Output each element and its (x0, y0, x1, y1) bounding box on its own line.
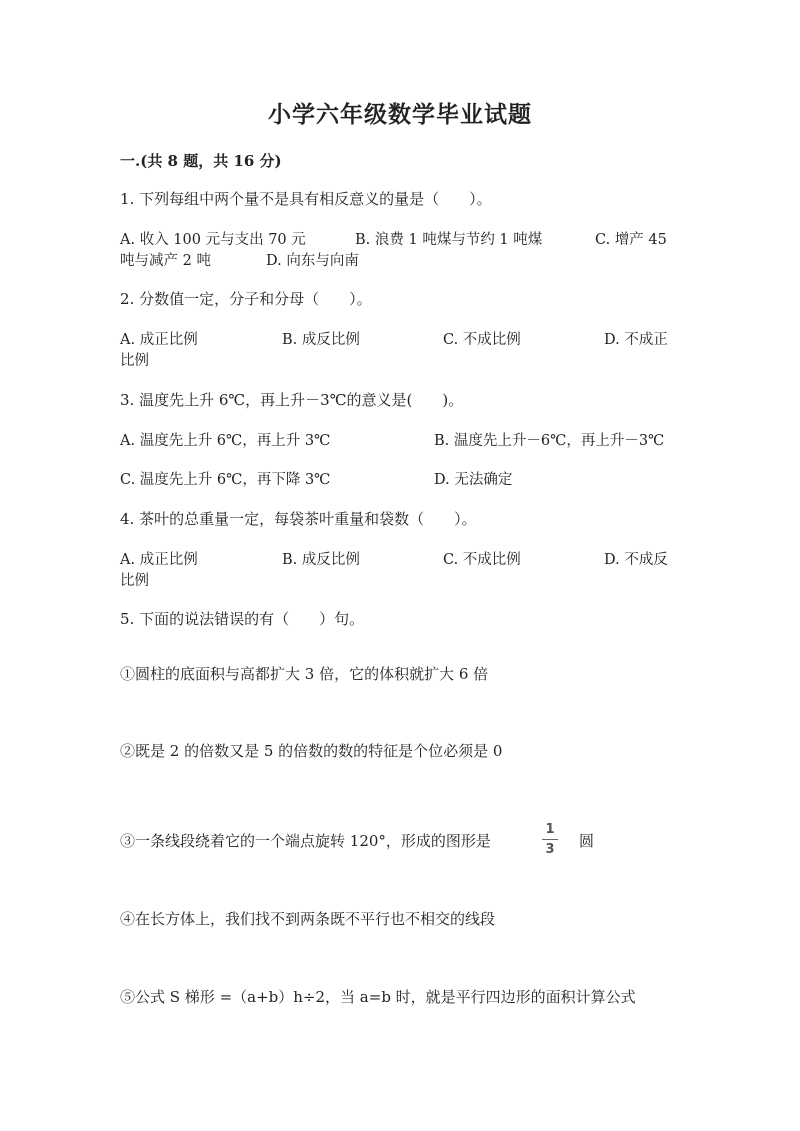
question-1-option-c-cont: 吨与减产 2 吨 (120, 253, 211, 269)
question-5-statement-3-suffix: 圆 (579, 832, 595, 850)
question-2-stem: 2. 分数值一定，分子和分母（ ）。 (120, 290, 372, 308)
question-4-option-d-cont: 比例 (120, 573, 149, 589)
question-1-option-d: D. 向东与向南 (266, 253, 359, 269)
question-2-option-d-cont: 比例 (120, 353, 149, 369)
question-5-statement-5: ⑤公式 S 梯形 =（a+b）h÷2，当 a=b 时，就是平行四边形的面积计算公式 (120, 988, 636, 1006)
question-3-stem: 3. 温度先上升 6℃，再上升－3℃的意义是( )。 (120, 391, 464, 409)
question-1-option-a: A. 收入 100 元与支出 70 元 (120, 232, 306, 248)
question-5-statement-1: ①圆柱的底面积与高都扩大 3 倍，它的体积就扩大 6 倍 (120, 665, 489, 683)
question-4-option-c: C. 不成比例 (443, 552, 521, 568)
question-1-option-c: C. 增产 45 (595, 232, 667, 248)
question-3-option-c: C. 温度先上升 6℃，再下降 3℃ (120, 472, 331, 488)
page-title: 小学六年级数学毕业试题 (268, 101, 532, 128)
question-1-stem: 1. 下列每组中两个量不是具有相反意义的量是（ ）。 (120, 190, 492, 208)
question-3-option-d: D. 无法确定 (434, 472, 513, 488)
question-4-option-d: D. 不成反 (604, 552, 668, 568)
question-5-statement-4: ④在长方体上，我们找不到两条既不平行也不相交的线段 (120, 910, 496, 928)
fraction-one-third (541, 822, 559, 857)
question-5-statement-3: ③一条线段绕着它的一个端点旋转 120°，形成的图形是 (120, 832, 491, 850)
question-5-statement-2: ②既是 2 的倍数又是 5 的倍数的数的特征是个位必须是 0 (120, 742, 503, 760)
question-2-option-c: C. 不成比例 (443, 332, 521, 348)
question-2-option-a: A. 成正比例 (120, 332, 198, 348)
fraction-numerator: 1 (545, 822, 555, 837)
question-3-option-b: B. 温度先上升－6℃，再上升－3℃ (434, 433, 665, 449)
question-2-option-b: B. 成反比例 (282, 332, 360, 348)
question-4-stem: 4. 茶叶的总重量一定，每袋茶叶重量和袋数（ ）。 (120, 510, 477, 528)
question-1-option-b: B. 浪费 1 吨煤与节约 1 吨煤 (355, 232, 543, 248)
fraction-denominator: 3 (545, 842, 555, 857)
question-2-option-d: D. 不成正 (604, 332, 668, 348)
section-heading: 一.(共 8 题，共 16 分) (120, 152, 282, 170)
question-3-option-a: A. 温度先上升 6℃，再上升 3℃ (120, 433, 331, 449)
question-4-option-a: A. 成正比例 (120, 552, 198, 568)
question-4-option-b: B. 成反比例 (282, 552, 360, 568)
question-5-stem: 5. 下面的说法错误的有（ ）句。 (120, 610, 365, 628)
